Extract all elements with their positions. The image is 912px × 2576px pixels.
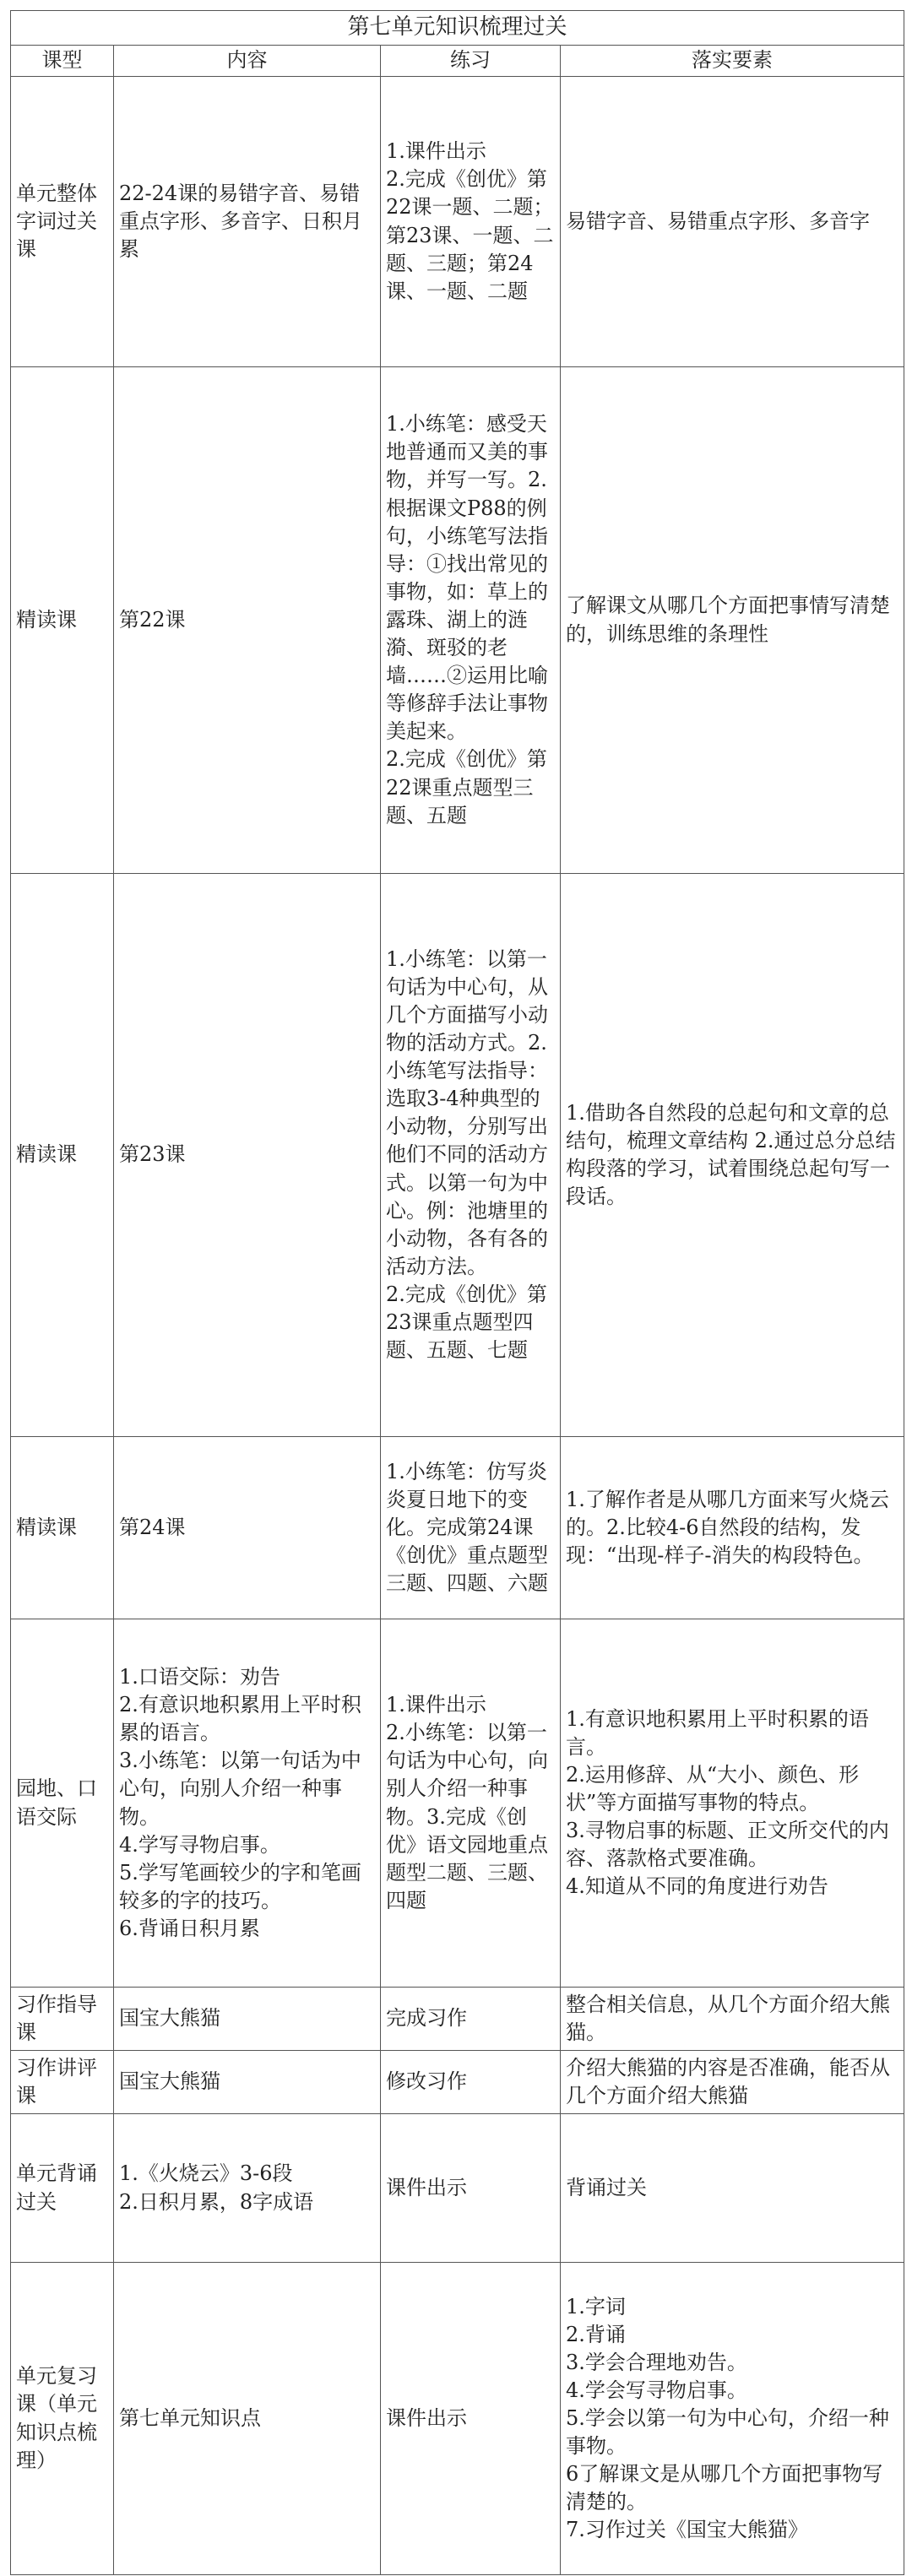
table-row [11,2051,904,2114]
table-row [11,1988,904,2051]
practice-cell: 1.课件出示 2.完成《创优》第22课一题、二题；第23课、一题、二题、三题；第24课、一题、二题 [381,77,561,367]
lesson-type-cell: 习作讲评课 [11,2051,114,2114]
table-row [11,1619,904,1988]
lesson-type-cell: 单元背诵过关 [11,2114,114,2263]
table-row [11,2114,904,2263]
elements-cell: 整合相关信息，从几个方面介绍大熊猫。 [561,1988,904,2051]
table-row [11,367,904,874]
header-row [11,46,904,77]
header-elements: 落实要素 [561,46,904,77]
header-practice: 练习 [381,46,561,77]
lesson-type-cell: 单元复习课（单元知识点梳理） [11,2263,114,2575]
content-cell: 国宝大熊猫 [114,2051,381,2114]
elements-cell: 1.了解作者是从哪几方面来写火烧云的。2.比较4-6自然段的结构，发现：“出现-样子-消失的构段特色。 [561,1437,904,1619]
lesson-type-cell: 习作指导课 [11,1988,114,2051]
elements-cell: 1.借助各自然段的总起句和文章的总结句，梳理文章结构 2.通过总分总结构段落的学习，试着围绕总起句写一段话。 [561,874,904,1437]
table-row [11,2263,904,2575]
elements-cell: 易错字音、易错重点字形、多音字 [561,77,904,367]
lesson-type-cell: 精读课 [11,1437,114,1619]
table-row [11,1437,904,1619]
lesson-type-cell: 单元整体字词过关课 [11,77,114,367]
content-cell: 第22课 [114,367,381,874]
content-cell: 1.《火烧云》3-6段 2.日积月累，8字成语 [114,2114,381,2263]
table-row [11,77,904,367]
elements-cell: 了解课文从哪几个方面把事情写清楚的，训练思维的条理性 [561,367,904,874]
practice-cell: 完成习作 [381,1988,561,2051]
elements-cell: 1.字词 2.背诵 3.学会合理地劝告。 4.学会写寻物启事。 5.学会以第一句为中心句，介绍一种事物。 6了解课文是从哪几个方面把事物写清楚的。 7.习作过关《国宝大熊猫》 [561,2263,904,2575]
lesson-type-cell: 精读课 [11,367,114,874]
content-cell: 第24课 [114,1437,381,1619]
elements-cell: 介绍大熊猫的内容是否准确，能否从几个方面介绍大熊猫 [561,2051,904,2114]
practice-cell: 课件出示 [381,2263,561,2575]
table-title: 第七单元知识梳理过关 [11,11,904,46]
practice-cell: 1.小练笔：感受天地普通而又美的事物，并写一写。2.根据课文P88的例句，小练笔写法指导：①找出常见的事物，如：草上的露珠、湖上的涟漪、斑驳的老墙……②运用比喻等修辞手法让事物美起来。 2.完成《创优》第22课重点题型三题、五题 [381,367,561,874]
content-cell: 1.口语交际：劝告 2.有意识地积累用上平时积累的语言。 3.小练笔：以第一句话为中心句，向别人介绍一种事物。 4.学写寻物启事。 5.学写笔画较少的字和笔画较多的字的技巧。 6.背诵日积月累 [114,1619,381,1988]
lesson-type-cell: 精读课 [11,874,114,1437]
title-row [11,11,904,46]
elements-cell: 背诵过关 [561,2114,904,2263]
practice-cell: 1.小练笔：仿写炎炎夏日地下的变化。完成第24课《创优》重点题型三题、四题、六题 [381,1437,561,1619]
content-cell: 22-24课的易错字音、易错重点字形、多音字、日积月累 [114,77,381,367]
lesson-type-cell: 园地、口语交际 [11,1619,114,1988]
header-content: 内容 [114,46,381,77]
content-cell: 国宝大熊猫 [114,1988,381,2051]
content-cell: 第23课 [114,874,381,1437]
practice-cell: 1.课件出示 2.小练笔：以第一句话为中心句，向别人介绍一种事物。3.完成《创优》语文园地重点题型二题、三题、四题 [381,1619,561,1988]
knowledge-table [10,10,904,2575]
practice-cell: 修改习作 [381,2051,561,2114]
header-type: 课型 [11,46,114,77]
table-row [11,874,904,1437]
elements-cell: 1.有意识地积累用上平时积累的语言。 2.运用修辞、从“大小、颜色、形状”等方面描写事物的特点。 3.寻物启事的标题、正文所交代的内容、落款格式要准确。 4.知道从不同的角度进行劝告 [561,1619,904,1988]
practice-cell: 1.小练笔：以第一句话为中心句，从几个方面描写小动物的活动方式。2.小练笔写法指导：选取3-4种典型的小动物，分别写出他们不同的活动方式。以第一句为中心。例：池塘里的小动物，各有各的活动方法。 2.完成《创优》第23课重点题型四题、五题、七题 [381,874,561,1437]
content-cell: 第七单元知识点 [114,2263,381,2575]
practice-cell: 课件出示 [381,2114,561,2263]
